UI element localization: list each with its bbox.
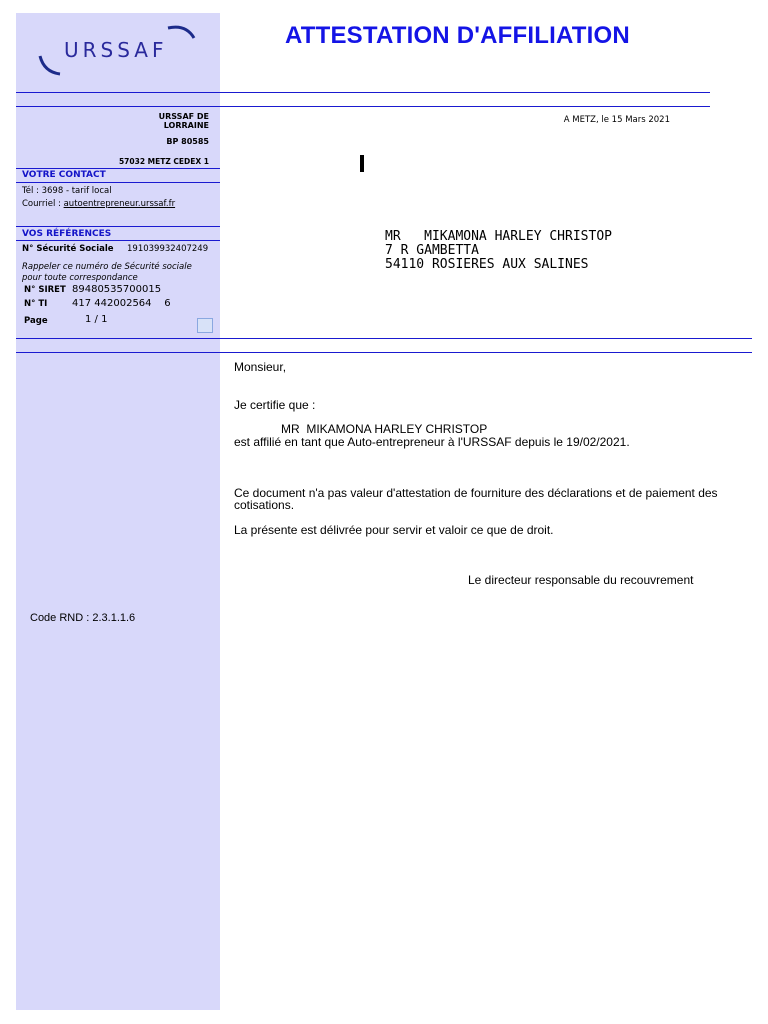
code-rnd: Code RND : 2.3.1.1.6 <box>30 612 136 624</box>
mid-rule-1 <box>16 338 752 339</box>
disclaimer-line2: cotisations. <box>234 498 295 512</box>
date-line: A METZ, le 15 Mars 2021 <box>563 115 670 125</box>
page-checkbox <box>197 318 213 333</box>
contact-email-link[interactable]: autoentrepreneur.urssaf.fr <box>63 199 176 209</box>
salutation: Monsieur, <box>234 360 287 374</box>
siret-label: N° SIRET <box>24 285 66 295</box>
secu-value: 191039932407249 <box>127 244 209 254</box>
logo-text: URSSAF <box>64 38 168 62</box>
contact-email-label: Courriel : <box>22 199 64 209</box>
reminder-line1: Rappeler ce numéro de Sécurité sociale <box>22 262 192 272</box>
certify-line: Je certifie que : <box>234 398 316 412</box>
contact-email-line <box>22 199 175 209</box>
page-label: Page <box>24 316 48 326</box>
urssaf-logo <box>38 24 198 78</box>
references-rule-bottom <box>16 240 220 241</box>
signature-line: Le directeur responsable du recouvrement <box>468 573 694 587</box>
mid-rule-2 <box>16 352 752 353</box>
disclaimer-line1: Ce document n'a pas valeur d'attestation de fourniture des déclarations et de paiement des <box>234 486 718 500</box>
reminder-line2: pour toute correspondance <box>22 273 138 283</box>
secu-label: N° Sécurité Sociale <box>22 244 114 254</box>
sender-bp: BP 80585 <box>166 137 209 146</box>
recipient-line2: 7 R GAMBETTA <box>385 243 479 258</box>
contact-rule-bottom <box>16 182 220 183</box>
ti-value: 417 442002564 6 <box>72 298 171 309</box>
references-heading: VOS RÉFÉRENCES <box>22 229 112 239</box>
page-value: 1 / 1 <box>85 314 108 325</box>
siret-value: 89480535700015 <box>72 284 162 295</box>
contact-heading: VOTRE CONTACT <box>22 170 106 180</box>
ti-label: N° TI <box>24 299 48 309</box>
contact-rule-top <box>16 168 220 169</box>
closing-line: La présente est délivrée pour servir et valoir ce que de droit. <box>234 523 554 537</box>
affiliate-name: MR MIKAMONA HARLEY CHRISTOP <box>281 422 488 436</box>
page-title: ATTESTATION D'AFFILIATION <box>285 22 630 49</box>
sender-org: URSSAF DE LORRAINE <box>158 112 209 130</box>
recipient-line3: 54110 ROSIERES AUX SALINES <box>385 257 589 272</box>
top-rule-1 <box>16 92 710 93</box>
references-rule-top <box>16 226 220 227</box>
recipient-line1: MR MIKAMONA HARLEY CHRISTOP <box>385 229 612 244</box>
affiliation-line: est affilié en tant que Auto-entrepreneur à l'URSSAF depuis le 19/02/2021. <box>234 435 630 449</box>
sender-city: 57032 METZ CEDEX 1 <box>118 157 209 166</box>
address-marker <box>360 155 364 172</box>
contact-tel: Tél : 3698 - tarif local <box>22 186 112 196</box>
top-rule-2 <box>16 106 710 107</box>
